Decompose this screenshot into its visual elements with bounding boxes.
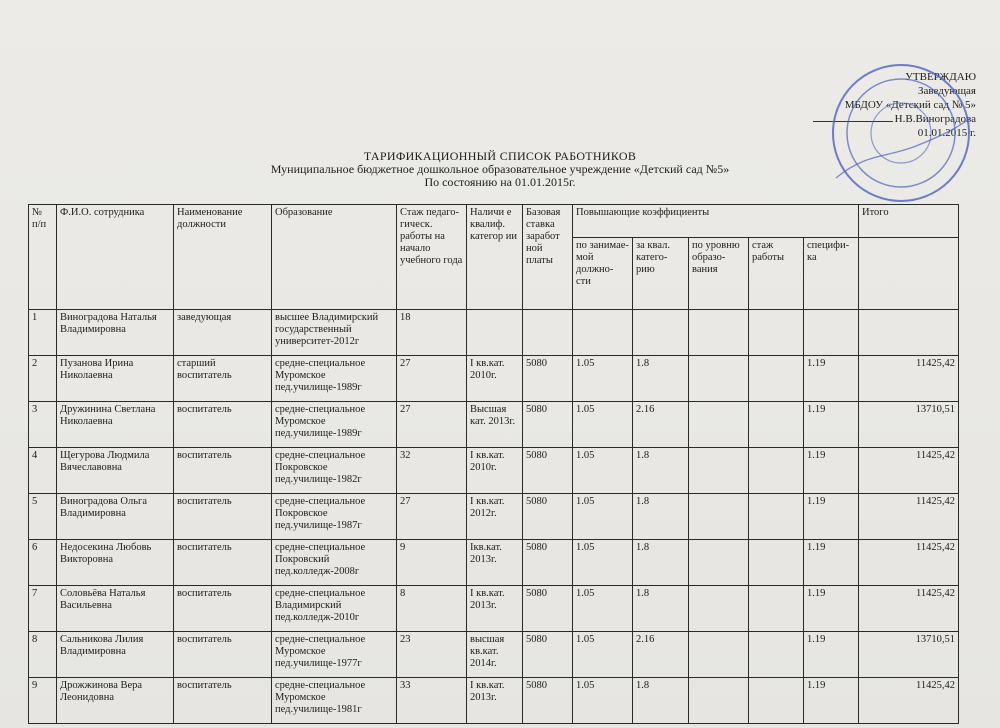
cell-base bbox=[523, 310, 573, 356]
cell-num: 2 bbox=[29, 356, 57, 402]
cell-base: 5080 bbox=[523, 494, 573, 540]
cell-exp bbox=[749, 678, 804, 724]
cell-spec: 1.19 bbox=[804, 494, 859, 540]
cell-experience: 27 bbox=[397, 356, 467, 402]
cell-category: I кв.кат. 2013г. bbox=[467, 678, 523, 724]
approval-line-2: Заведующая bbox=[918, 85, 976, 97]
header-total: Итого bbox=[859, 205, 959, 238]
cell-category: I кв.кат. 2013г. bbox=[467, 586, 523, 632]
cell-edu bbox=[689, 540, 749, 586]
cell-edu bbox=[689, 402, 749, 448]
cell-total: 11425,42 bbox=[859, 356, 959, 402]
table-row bbox=[29, 632, 959, 678]
cell-num: 7 bbox=[29, 586, 57, 632]
table-row bbox=[29, 310, 959, 356]
cell-exp bbox=[749, 494, 804, 540]
header-coef-post: по занимае- мой должно- сти bbox=[573, 238, 633, 310]
cell-spec bbox=[804, 310, 859, 356]
cell-position: воспитатель bbox=[174, 540, 272, 586]
cell-education: средне-специальное Покровское пед.училище-1982г bbox=[272, 448, 397, 494]
approval-signer: Н.В.Виноградова bbox=[894, 113, 976, 125]
cell-exp bbox=[749, 448, 804, 494]
header-total-blank bbox=[859, 238, 959, 310]
cell-cat: 1.8 bbox=[633, 356, 689, 402]
cell-spec: 1.19 bbox=[804, 632, 859, 678]
cell-spec: 1.19 bbox=[804, 402, 859, 448]
cell-post bbox=[573, 310, 633, 356]
cell-cat: 1.8 bbox=[633, 540, 689, 586]
cell-post: 1.05 bbox=[573, 632, 633, 678]
table-row bbox=[29, 678, 959, 724]
cell-cat: 1.8 bbox=[633, 494, 689, 540]
cell-edu bbox=[689, 678, 749, 724]
header-base-rate: Базовая ставка заработ ной платы bbox=[523, 205, 573, 310]
cell-category: I кв.кат. 2010г. bbox=[467, 448, 523, 494]
approval-line-3: МБДОУ «Детский сад № 5» bbox=[844, 99, 976, 111]
cell-education: высшее Владимирский государственный университет-2012г bbox=[272, 310, 397, 356]
cell-num: 4 bbox=[29, 448, 57, 494]
cell-spec: 1.19 bbox=[804, 678, 859, 724]
cell-base: 5080 bbox=[523, 632, 573, 678]
cell-cat bbox=[633, 310, 689, 356]
cell-base: 5080 bbox=[523, 678, 573, 724]
cell-spec: 1.19 bbox=[804, 356, 859, 402]
cell-cat: 2.16 bbox=[633, 402, 689, 448]
cell-experience: 18 bbox=[397, 310, 467, 356]
cell-fio: Дрожжинова Вера Леонидовна bbox=[57, 678, 174, 724]
cell-post: 1.05 bbox=[573, 494, 633, 540]
approval-block bbox=[776, 70, 976, 140]
cell-experience: 23 bbox=[397, 632, 467, 678]
cell-num: 9 bbox=[29, 678, 57, 724]
cell-post: 1.05 bbox=[573, 402, 633, 448]
cell-cat: 1.8 bbox=[633, 678, 689, 724]
header-fio: Ф.И.О. сотрудника bbox=[57, 205, 174, 310]
cell-category: I кв.кат. 2012г. bbox=[467, 494, 523, 540]
document-title: ТАРИФИКАЦИОННЫЙ СПИСОК РАБОТНИКОВ bbox=[363, 149, 637, 163]
cell-total: 13710,51 bbox=[859, 402, 959, 448]
cell-num: 8 bbox=[29, 632, 57, 678]
document-title-block bbox=[230, 150, 770, 189]
cell-exp bbox=[749, 540, 804, 586]
cell-fio: Пузанова Ирина Николаевна bbox=[57, 356, 174, 402]
table-row bbox=[29, 540, 959, 586]
table-row bbox=[29, 448, 959, 494]
cell-category bbox=[467, 310, 523, 356]
cell-fio: Щегурова Людмила Вячеславовна bbox=[57, 448, 174, 494]
approval-line-5: 01.01.2015 г. bbox=[917, 127, 976, 139]
signature-line bbox=[813, 121, 893, 122]
cell-num: 6 bbox=[29, 540, 57, 586]
cell-education: средне-специальное Муромское пед.училище-1989г bbox=[272, 356, 397, 402]
table-row bbox=[29, 494, 959, 540]
header-category: Наличи е квалиф. категор ии bbox=[467, 205, 523, 310]
cell-fio: Виноградова Наталья Владимировна bbox=[57, 310, 174, 356]
approval-line-1: УТВЕРЖДАЮ bbox=[905, 71, 976, 83]
cell-exp bbox=[749, 310, 804, 356]
cell-base: 5080 bbox=[523, 586, 573, 632]
as-of-date: По состоянию на 01.01.2015г. bbox=[424, 175, 576, 189]
cell-experience: 32 bbox=[397, 448, 467, 494]
cell-num: 3 bbox=[29, 402, 57, 448]
cell-edu bbox=[689, 310, 749, 356]
cell-post: 1.05 bbox=[573, 678, 633, 724]
cell-total: 13710,51 bbox=[859, 632, 959, 678]
cell-total: 11425,42 bbox=[859, 540, 959, 586]
cell-spec: 1.19 bbox=[804, 586, 859, 632]
cell-total bbox=[859, 310, 959, 356]
cell-education: средне-специальное Муромское пед.училище-1981г bbox=[272, 678, 397, 724]
cell-education: средне-специальное Муромское пед.училище-1989г bbox=[272, 402, 397, 448]
header-coef-category: за квал. катего- рию bbox=[633, 238, 689, 310]
cell-position: старший воспитатель bbox=[174, 356, 272, 402]
cell-experience: 27 bbox=[397, 494, 467, 540]
cell-education: средне-специальное Муромское пед.училище-1977г bbox=[272, 632, 397, 678]
cell-edu bbox=[689, 448, 749, 494]
cell-post: 1.05 bbox=[573, 540, 633, 586]
cell-education: средне-специальное Покровское пед.училище-1987г bbox=[272, 494, 397, 540]
cell-edu bbox=[689, 494, 749, 540]
cell-edu bbox=[689, 356, 749, 402]
header-education: Образование bbox=[272, 205, 397, 310]
cell-position: воспитатель bbox=[174, 402, 272, 448]
cell-experience: 8 bbox=[397, 586, 467, 632]
cell-base: 5080 bbox=[523, 448, 573, 494]
cell-total: 11425,42 bbox=[859, 678, 959, 724]
cell-edu bbox=[689, 632, 749, 678]
cell-category: Iкв.кат. 2013г. bbox=[467, 540, 523, 586]
cell-cat: 2.16 bbox=[633, 632, 689, 678]
approval-line-4 bbox=[776, 112, 976, 126]
header-position: Наименование должности bbox=[174, 205, 272, 310]
cell-fio: Виноградова Ольга Владимировна bbox=[57, 494, 174, 540]
header-coefficients: Повышающие коэффициенты bbox=[573, 205, 859, 238]
cell-spec: 1.19 bbox=[804, 448, 859, 494]
cell-num: 1 bbox=[29, 310, 57, 356]
cell-total: 11425,42 bbox=[859, 586, 959, 632]
cell-post: 1.05 bbox=[573, 586, 633, 632]
cell-position: заведующая bbox=[174, 310, 272, 356]
cell-category: I кв.кат. 2010г. bbox=[467, 356, 523, 402]
cell-fio: Соловьёва Наталья Васильевна bbox=[57, 586, 174, 632]
cell-experience: 9 bbox=[397, 540, 467, 586]
cell-fio: Сальникова Лилия Владимировна bbox=[57, 632, 174, 678]
cell-fio: Дружинина Светлана Николаевна bbox=[57, 402, 174, 448]
cell-category: Высшая кат. 2013г. bbox=[467, 402, 523, 448]
cell-post: 1.05 bbox=[573, 448, 633, 494]
header-coef-education: по уровню образо- вания bbox=[689, 238, 749, 310]
cell-total: 11425,42 bbox=[859, 494, 959, 540]
table-row bbox=[29, 356, 959, 402]
cell-exp bbox=[749, 586, 804, 632]
table-row bbox=[29, 586, 959, 632]
cell-base: 5080 bbox=[523, 356, 573, 402]
cell-experience: 27 bbox=[397, 402, 467, 448]
cell-position: воспитатель bbox=[174, 494, 272, 540]
cell-experience: 33 bbox=[397, 678, 467, 724]
cell-position: воспитатель bbox=[174, 586, 272, 632]
cell-category: высшая кв.кат. 2014г. bbox=[467, 632, 523, 678]
tariff-table bbox=[28, 204, 959, 724]
cell-position: воспитатель bbox=[174, 632, 272, 678]
cell-base: 5080 bbox=[523, 402, 573, 448]
cell-exp bbox=[749, 632, 804, 678]
cell-exp bbox=[749, 356, 804, 402]
header-coef-specifics: специфи- ка bbox=[804, 238, 859, 310]
cell-position: воспитатель bbox=[174, 448, 272, 494]
table-row bbox=[29, 402, 959, 448]
cell-cat: 1.8 bbox=[633, 448, 689, 494]
cell-total: 11425,42 bbox=[859, 448, 959, 494]
cell-base: 5080 bbox=[523, 540, 573, 586]
cell-position: воспитатель bbox=[174, 678, 272, 724]
cell-num: 5 bbox=[29, 494, 57, 540]
header-num: № п/п bbox=[29, 205, 57, 310]
cell-post: 1.05 bbox=[573, 356, 633, 402]
header-coef-experience: стаж работы bbox=[749, 238, 804, 310]
cell-edu bbox=[689, 586, 749, 632]
institution-name: Муниципальное бюджетное дошкольное образовательное учреждение «Детский сад №5» bbox=[270, 162, 730, 176]
cell-spec: 1.19 bbox=[804, 540, 859, 586]
header-experience: Стаж педаго- гическ. работы на начало учебного года bbox=[397, 205, 467, 310]
cell-cat: 1.8 bbox=[633, 586, 689, 632]
cell-education: средне-специальное Покровский пед.колледж-2008г bbox=[272, 540, 397, 586]
cell-education: средне-специальное Владимирский пед.колледж-2010г bbox=[272, 586, 397, 632]
cell-exp bbox=[749, 402, 804, 448]
cell-fio: Недосекина Любовь Викторовна bbox=[57, 540, 174, 586]
